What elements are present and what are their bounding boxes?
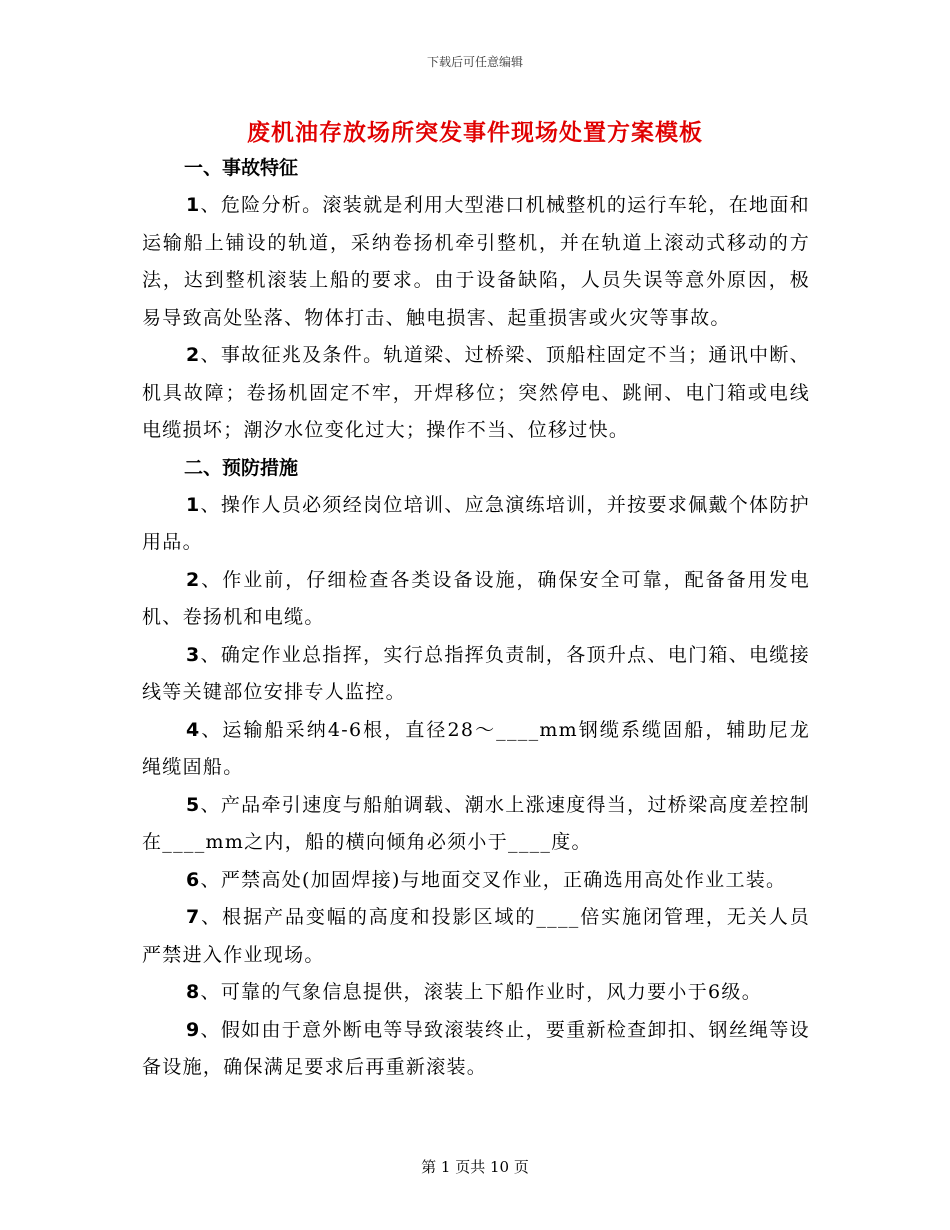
item-number: 3 (186, 643, 201, 666)
paragraph (142, 637, 810, 712)
item-number: 2 (186, 344, 201, 366)
paragraph (142, 187, 810, 337)
item-text: 、危险分析。滚装就是利用大型港口机械整机的运行车轮，在地面和运输船上铺设的轨道，采纳卷扬机牵引整机，并在轨道上滚动式移动的方法，达到整机滚装上船的要求。由于设备缺陷，人员失误等意外原因，极易导致高处坠落、物体打击、触电损害、起重损害或火灾等事故。 (142, 194, 810, 329)
paragraph (142, 787, 810, 862)
item-text: 、根据产品变幅的高度和投影区域的____倍实施闭管理，无关人员严禁进入作业现场。 (142, 906, 810, 966)
item-number: 6 (186, 868, 201, 891)
paragraph (142, 862, 810, 900)
item-text: 、作业前，仔细检查各类设备设施，确保安全可靠，配备备用发电机、卷扬机和电缆。 (142, 568, 810, 628)
section-heading: 一、事故特征 (184, 157, 299, 179)
paragraph (142, 487, 810, 562)
paragraph (142, 1012, 810, 1087)
item-text: 、确定作业总指挥，实行总指挥负责制，各顶升点、电门箱、电缆接线等关键部位安排专人监控。 (142, 643, 810, 703)
item-text: 、事故征兆及条件。轨道梁、过桥梁、顶船柱固定不当；通讯中断、机具故障；卷扬机固定不牢，开焊移位；突然停电、跳闸、电门箱或电线电缆损坏；潮汐水位变化过大；操作不当、位移过快。 (142, 344, 810, 441)
page-footer: 第 1 页共 10 页 (421, 1158, 529, 1176)
document-title: 废机油存放场所突发事件现场处置方案模板 (247, 119, 703, 146)
item-number: 5 (186, 793, 201, 816)
item-text: 、运输船采纳4-6根，直径28～____mm钢缆系缆固船，辅助尼龙绳缆固船。 (142, 718, 810, 778)
item-number: 8 (186, 981, 201, 1003)
section-heading: 二、预防措施 (184, 456, 299, 479)
item-text: 、操作人员必须经岗位培训、应急演练培训，并按要求佩戴个体防护用品。 (142, 493, 810, 553)
item-number: 9 (186, 1018, 201, 1041)
item-text: 、可靠的气象信息提供，滚装上下船作业时，风力要小于6级。 (200, 981, 763, 1003)
paragraph (142, 562, 810, 637)
paragraph (142, 899, 810, 974)
paragraph (142, 712, 810, 787)
item-number: 1 (186, 493, 201, 516)
paragraph (142, 337, 810, 450)
document-body (142, 150, 810, 1087)
item-text: 、假如由于意外断电等导致滚装终止，要重新检查卸扣、钢丝绳等设备设施，确保满足要求后再重新滚装。 (142, 1018, 810, 1078)
item-number: 7 (186, 906, 201, 928)
item-text: 、产品牵引速度与船舶调载、潮水上涨速度得当，过桥梁高度差控制在____mm之内，船的横向倾角必须小于____度。 (142, 793, 810, 853)
item-number: 2 (186, 568, 201, 591)
item-number: 1 (186, 194, 201, 216)
paragraph (142, 974, 810, 1012)
item-text: 、严禁高处(加固焊接)与地面交叉作业，正确选用高处作业工装。 (200, 868, 787, 891)
item-number: 4 (186, 718, 201, 741)
page-header: 下载后可任意编辑 (426, 55, 523, 69)
